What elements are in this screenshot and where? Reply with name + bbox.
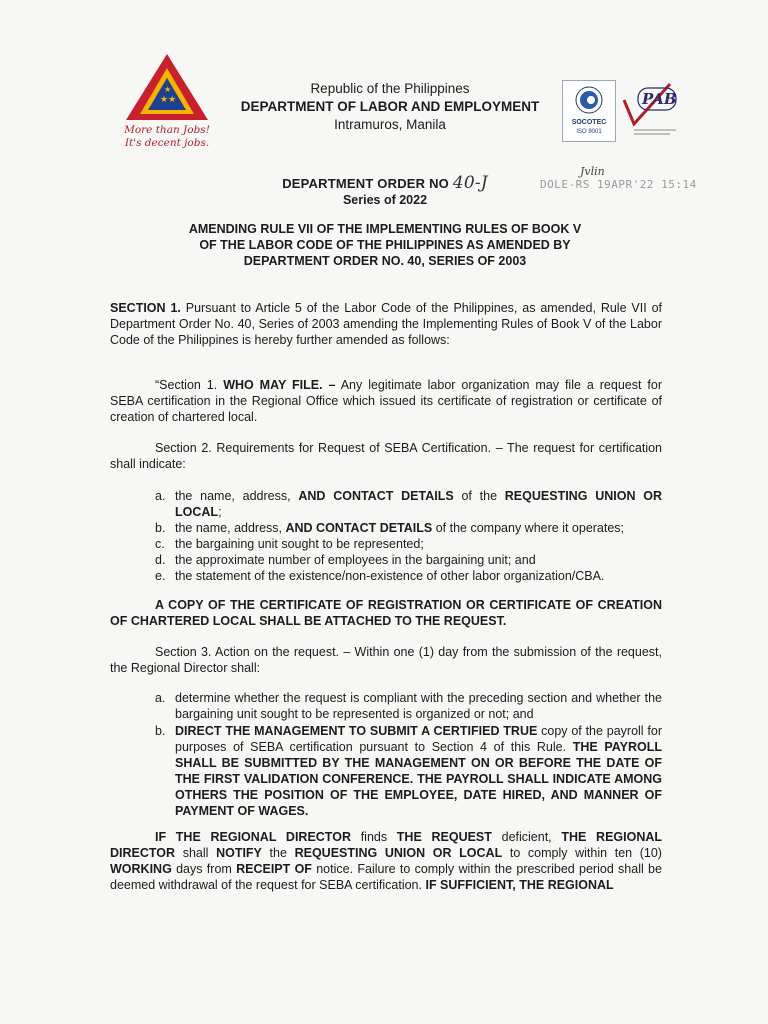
list-marker: a.: [155, 489, 166, 503]
para4-bold: THE REQUEST: [396, 830, 492, 844]
subject-line1: AMENDING RULE VII OF THE IMPLEMENTING RULES OF BOOK V: [188, 222, 582, 236]
socotec-logo: [562, 80, 616, 142]
order-series: Series of 2022: [342, 193, 428, 207]
dole-triangle-icon: [124, 52, 210, 122]
action-on-request-paragraph: [110, 644, 662, 676]
para4-text: shall: [182, 846, 209, 860]
list-marker: b.: [155, 521, 166, 535]
para1-heading: WHO MAY FILE. –: [223, 378, 336, 392]
who-may-file-paragraph: [110, 377, 662, 425]
list-text: the approximate number of employees in the bargaining unit; and: [175, 553, 536, 567]
list-bold: DIRECT THE MANAGEMENT TO SUBMIT A CERTIFIED TRUE: [175, 724, 538, 738]
order-label: DEPARTMENT ORDER NO: [282, 176, 449, 191]
pab-name: PAB: [642, 90, 677, 108]
para4-bold: THE REGIONAL DIRECTOR: [110, 830, 663, 860]
para4-text: deficient,: [501, 830, 552, 844]
list-item: [155, 520, 662, 536]
dole-logo: [112, 52, 222, 162]
republic-line: Republic of the Philippines: [310, 81, 470, 96]
list-text: the statement of the existence/non-existence of other labor organization/CBA.: [175, 569, 605, 583]
list-marker: d.: [155, 553, 166, 567]
stamp-initials: Jvlin: [580, 165, 605, 178]
para4-text: notice. Failure to comply within the prescribed period shall be deemed withdrawal of the request for SEBA certification.: [110, 862, 662, 892]
list-bold: REQUESTING UNION OR LOCAL: [175, 489, 662, 519]
list-text: determine whether the request is compliant with the preceding section and whether the bargaining unit sought to be represented is organized or not; and: [175, 691, 662, 721]
stamp-text: DOLE-RS 19APR'22 15:14: [540, 178, 697, 191]
list-text: ;: [218, 505, 222, 519]
section-1-text: Pursuant to Article 5 of the Labor Code of the Philippines, as amended, Rule VII of Department Order No. 40, Series of 2003 amending the Implementing Rules of Book V of the Labor Code of the Philippines is hereby further amended as follows:: [110, 301, 662, 347]
list-item: [155, 552, 662, 568]
socotec-mark-icon: [563, 81, 615, 119]
list-item: [155, 568, 662, 584]
order-subject: [150, 221, 620, 269]
dole-tagline: [112, 124, 222, 150]
para4-bold: WORKING: [110, 862, 172, 876]
tagline-line1: More than Jobs!: [124, 124, 210, 136]
list-text: copy of the payroll for purposes of SEBA certification pursuant to Section 4 of this Rule.: [175, 724, 662, 754]
svg-text:★: ★: [164, 85, 172, 94]
copy-clause: A COPY OF THE CERTIFICATE OF REGISTRATION OR CERTIFICATE OF CREATION OF CHARTERED LOCAL SHALL BE ATTACHED TO THE REQUEST.: [110, 598, 662, 628]
para4-bold: IF THE REGIONAL DIRECTOR: [155, 830, 351, 844]
para4-bold: IF SUFFICIENT, THE REGIONAL: [425, 878, 614, 892]
list-marker: c.: [155, 537, 165, 551]
department-location: Intramuros, Manila: [334, 117, 446, 132]
order-number: 40-J: [452, 173, 488, 193]
socotec-name: SOCOTEC: [571, 119, 607, 126]
para3-text: Section 3. Action on the request. – Within one (1) day from the submission of the request, the Regional Director shall:: [110, 645, 662, 675]
certification-logos: [552, 78, 678, 144]
subject-line2: OF THE LABOR CODE OF THE PHILIPPINES AS AMENDED BY: [199, 238, 571, 252]
list-text: the name, address,: [175, 489, 291, 503]
list-item: [155, 690, 662, 722]
list-text: the bargaining unit sought to be represented;: [175, 537, 424, 551]
list-text: the name, address,: [175, 521, 283, 535]
svg-text:★★: ★★: [160, 95, 177, 105]
regional-director-actions-list: [155, 690, 662, 820]
para4-text: the: [269, 846, 287, 860]
department-name: DEPARTMENT OF LABOR AND EMPLOYMENT: [240, 99, 540, 114]
order-number-line: [255, 175, 515, 192]
para4-text: to comply within ten (10): [509, 846, 662, 860]
list-item: [155, 536, 662, 552]
para4-bold: REQUESTING UNION OR LOCAL: [294, 846, 503, 860]
para2-text: Section 2. Requirements for Request of SEBA Certification. – The request for certification shall indicate:: [110, 441, 662, 471]
order-title: [255, 175, 515, 208]
list-bold: AND CONTACT DETAILS: [285, 521, 433, 535]
requirements-paragraph: [110, 440, 662, 472]
list-marker: b.: [155, 724, 166, 738]
list-text: of the: [461, 489, 498, 503]
list-bold: THE PAYROLL SHALL BE SUBMITTED BY THE MANAGEMENT ON OR BEFORE THE DATE OF THE FIRST VALIDATION CONFERENCE. THE PAYROLL SHALL INDICATE AMONG OTHERS THE POSITION OF THE EMPLOYEE, DATE HIRED, AND MANNER OF PAYMENT OF WAGES.: [175, 740, 662, 818]
list-marker: e.: [155, 569, 166, 583]
list-text: of the company where it operates;: [435, 521, 625, 535]
para1-text: Any legitimate labor organization may file a request for SEBA certification in the Regional Office which issued its certificate of registration or certificate of creation of chartered local.: [110, 378, 662, 424]
subject-line3: DEPARTMENT ORDER NO. 40, SERIES OF 2003: [243, 254, 527, 268]
para4-bold: NOTIFY: [216, 846, 262, 860]
section-1: [110, 300, 662, 348]
para4-text: days from: [176, 862, 232, 876]
list-item: [155, 488, 662, 520]
tagline-line2: It's decent jobs.: [124, 137, 210, 149]
list-marker: a.: [155, 691, 166, 705]
deficiency-paragraph: [110, 829, 662, 893]
requirements-list: [155, 488, 662, 584]
para4-bold: RECEIPT OF: [236, 862, 312, 876]
list-bold: AND CONTACT DETAILS: [298, 489, 454, 503]
letterhead: [240, 80, 540, 134]
list-item: [155, 723, 662, 819]
para1-pre: “Section 1.: [155, 378, 218, 392]
para4-text: finds: [360, 830, 388, 844]
section-1-label: SECTION 1.: [110, 301, 181, 315]
pab-logo: [620, 80, 678, 142]
iso-label: ISO 9001: [576, 129, 602, 135]
